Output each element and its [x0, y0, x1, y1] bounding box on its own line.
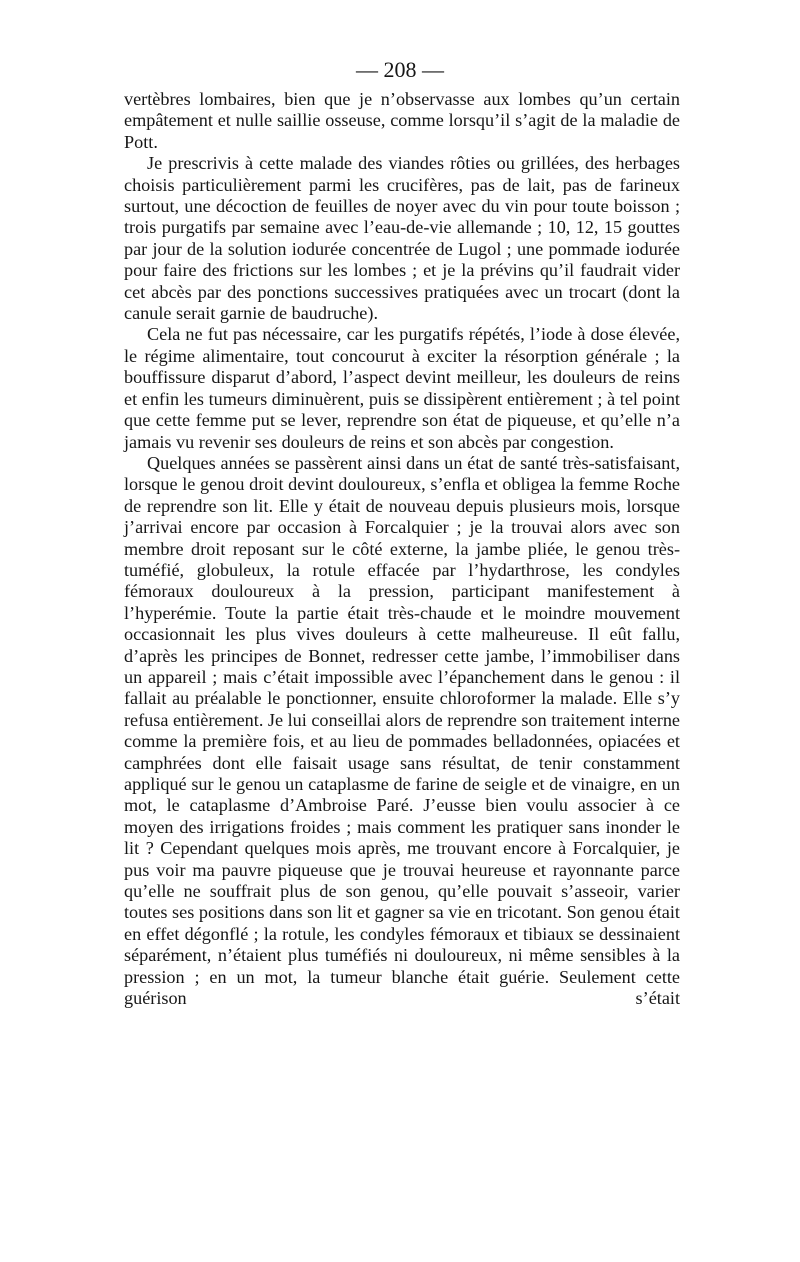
page-number: — 208 — — [356, 57, 444, 82]
paragraph-resorption: Cela ne fut pas nécessaire, car les purgatifs répétés, l’iode à dose élevée, le régime alimentaire, tout concourut à exciter la résorption générale ; la bouffissure disparut d’abord, l’aspect devint meilleur, les douleurs de reins et enfin les tumeurs diminuèrent, puis se dissipèrent entièrement ; à tel point que cette femme put se lever, reprendre son état de piqueuse, et qu’elle n’a jamais vu revenir ses douleurs de reins et son abcès par congestion. — [124, 324, 680, 452]
paragraph-knee: Quelques années se passèrent ainsi dans un état de santé très-satisfaisant, lorsque le genou droit devint douloureux, s’enfla et obligea la femme Roche de reprendre son lit. Elle y était de nouveau depuis plusieurs mois, lorsque j’arrivai encore par occasion à Forcalquier ; je la trouvai alors avec son membre droit reposant sur le côté externe, la jambe pliée, le genou très-tuméfié, globuleux, la rotule effacée par l’hydarthrose, les condyles fémoraux douloureux à la pression, participant manifestement à l’hyperémie. Toute la partie était très-chaude et le moindre mouvement occasionnait les plus vives douleurs à cette malheureuse. Il eût fallu, d’après les principes de Bonnet, redresser cette jambe, l’immobiliser dans un appareil ; mais c’était impossible avec l’épanchement dans le genou : il fallait au préalable le ponctionner, ensuite chloroformer la malade. Elle s’y refusa entièrement. Je lui conseillai alors de reprendre son traitement interne comme la première fois, et au lieu de pommades belladonnées, opiacées et camphrées dont elle faisait usage sans résultat, de tenir constamment appliqué sur le genou un cataplasme de farine de seigle et de vinaigre, en un mot, le cataplasme d’Ambroise Paré. J’eusse bien voulu associer à ce moyen des irrigations froides ; mais comment les pratiquer sans inonder le lit ? Cependant quelques mois après, me trouvant encore à Forcalquier, je pus voir ma pauvre piqueuse que je trouvai heureuse et rayonnante parce qu’elle ne souffrait plus de son genou, qu’elle pouvait s’asseoir, varier toutes ses positions dans son lit et gagner sa vie en tricotant. Son genou était en effet dégonflé ; la rotule, les condyles fémoraux et tibiaux se dessinaient séparément, n’étaient plus tuméfiés ni douloureux, ni même sensibles à la pression ; en un mot, la tumeur blanche était guérie. Seulement cette guérison s’était — [124, 452, 681, 1009]
body-text — [124, 89, 680, 1009]
paragraph-prescription: Je prescrivis à cette malade des viandes rôties ou grillées, des herbages choisis particulièrement parmi les crucifères, pas de lait, pas de farineux surtout, une décoction de feuilles de noyer avec du vin pour toute boisson ; trois purgatifs par semaine avec l’eau-de-vie allemande ; 10, 12, 15 gouttes par jour de la solution iodurée concentrée de Lugol ; une pommade iodurée pour faire des frictions sur les lombes ; et je la prévins qu’il faudrait vider cet abcès par des ponctions successives pratiquées avec un trocart (dont la canule serait garnie de baudruche). — [124, 153, 680, 324]
paragraph-continuation: vertèbres lombaires, bien que je n’observasse aux lombes qu’un certain empâtement et nulle saillie osseuse, comme lorsqu’il s’agit de la maladie de Pott. — [124, 89, 680, 152]
